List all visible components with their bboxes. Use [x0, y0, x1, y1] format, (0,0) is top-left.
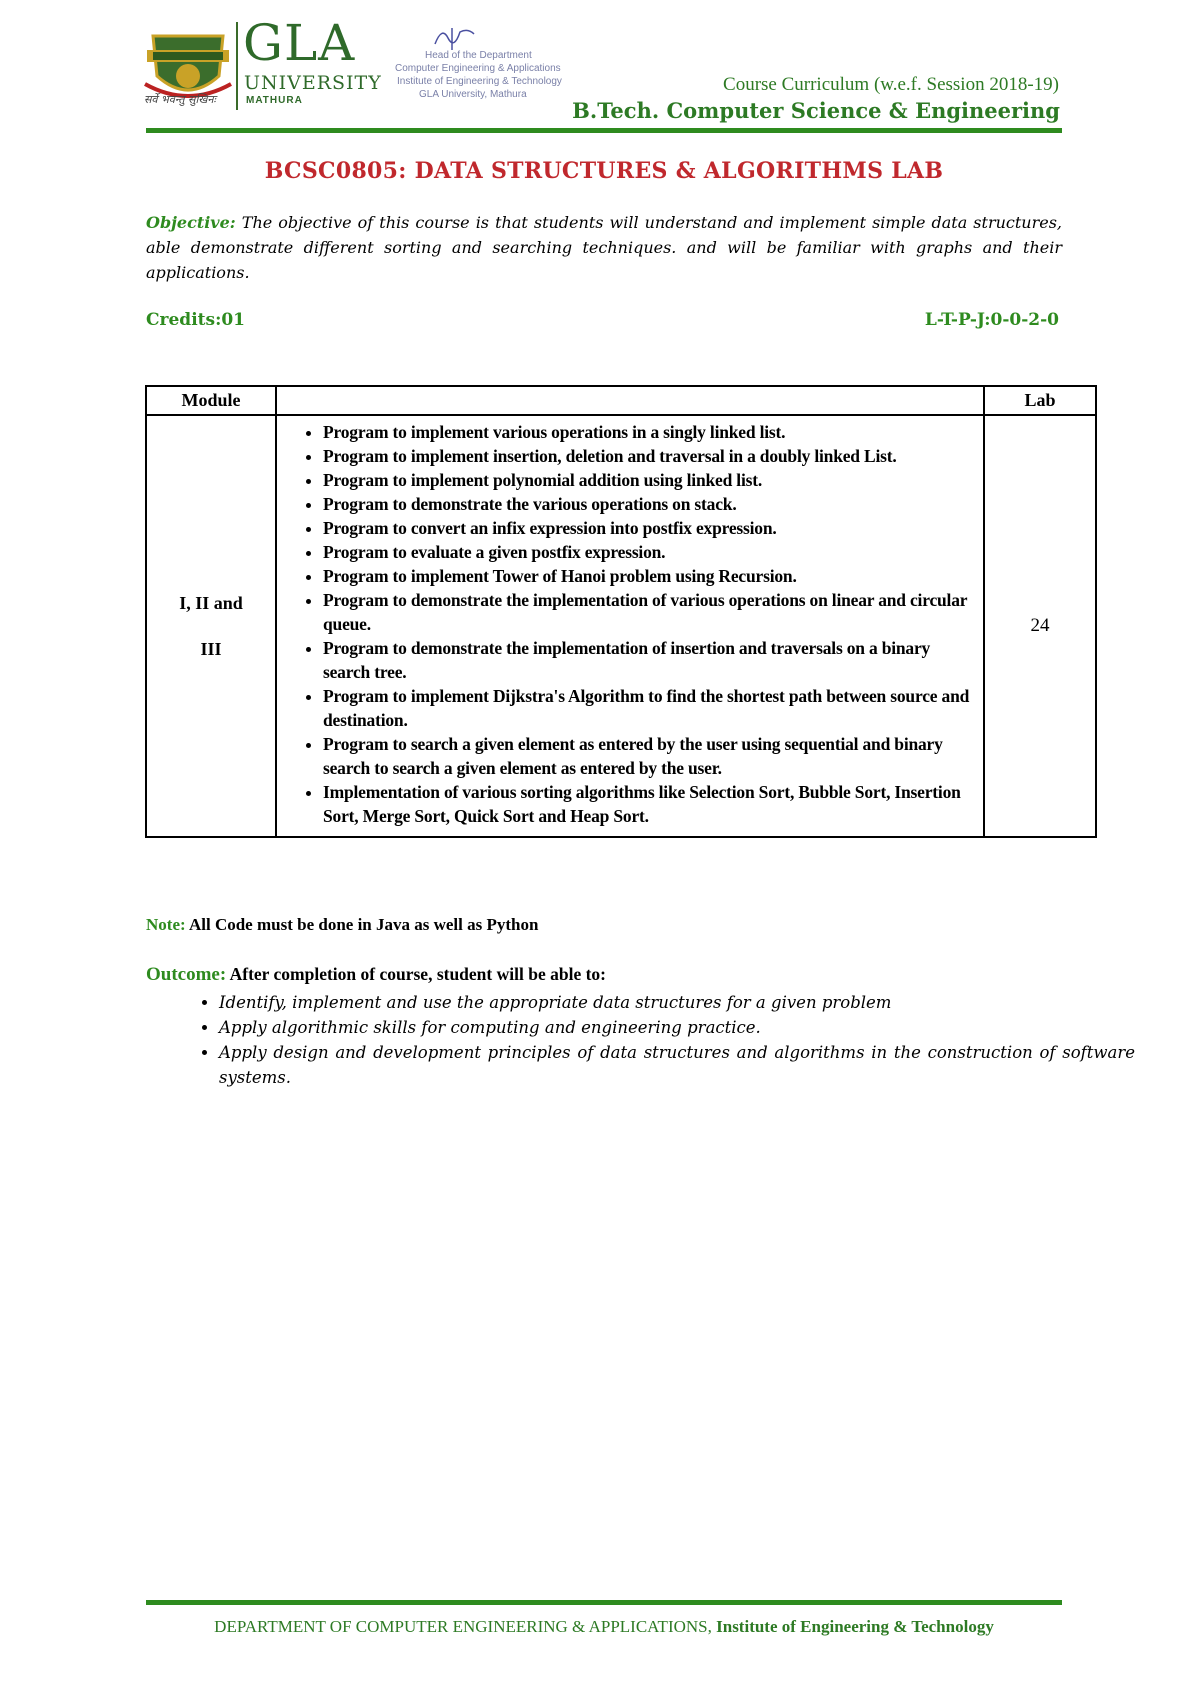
topic-item: • Program to demonstrate the implementation of various operations on linear and circular queue.	[323, 588, 979, 636]
footer-department: DEPARTMENT OF COMPUTER ENGINEERING & APPLICATIONS,	[214, 1617, 712, 1636]
footer	[146, 1617, 1062, 1637]
university-subtitle: UNIVERSITY	[244, 72, 382, 94]
hod-stamp-signature	[395, 24, 575, 104]
topic-item: • Program to demonstrate the various operations on stack.	[323, 492, 979, 516]
note	[146, 915, 538, 935]
stamp-line: Institute of Engineering & Technology	[397, 76, 562, 87]
curriculum-session: Course Curriculum (w.e.f. Session 2018-19)	[723, 74, 1059, 95]
outcome-item: • Apply design and development principles of data structures and algorithms in the construction of software systems.	[219, 1040, 1135, 1090]
note-text: All Code must be done in Java as well as Python	[188, 915, 539, 934]
course-title: BCSC0805: DATA STRUCTURES & ALGORITHMS LAB	[264, 158, 944, 184]
objective-paragraph	[146, 210, 1062, 285]
topics-cell	[276, 415, 984, 837]
objective-text: The objective of this course is that students will understand and implement simple data structures, able demonstrate different sorting and searching techniques. and will be familiar with graphs and their applications.	[146, 213, 1063, 282]
topic-item: • Program to demonstrate the implementation of insertion and traversals on a binary search tree.	[323, 636, 979, 684]
hindi-tagline: सर्वे भवन्तु सुखिनः	[144, 93, 216, 106]
university-name: GLA	[243, 14, 356, 72]
topic-list	[293, 420, 979, 828]
topic-item: • Program to search a given element as entered by the user using sequential and binary search to search a given element as entered by the user.	[323, 732, 979, 780]
module-line: III	[200, 639, 222, 659]
signature-icon	[430, 24, 480, 52]
topic-item: • Program to implement polynomial addition using linked list.	[323, 468, 979, 492]
footer-divider	[146, 1600, 1062, 1605]
stamp-line: Computer Engineering & Applications	[395, 63, 561, 74]
topic-item: • Program to implement Dijkstra's Algorithm to find the shortest path between source and destination.	[323, 684, 979, 732]
lab-hours-cell: 24	[984, 415, 1096, 837]
stamp-line: GLA University, Mathura	[419, 89, 527, 100]
note-label: Note:	[146, 915, 186, 934]
topic-item: • Program to implement various operations in a singly linked list.	[323, 420, 979, 444]
topic-item: • Implementation of various sorting algorithms like Selection Sort, Bubble Sort, Insertion Sort, Merge Sort, Quick Sort and Heap Sort.	[323, 780, 979, 828]
outcome-intro: After completion of course, student will be able to:	[229, 964, 606, 984]
ltpj-hours: L-T-P-J:0-0-2-0	[924, 310, 1059, 330]
table-header-row	[146, 386, 1096, 415]
outcome-item: • Apply algorithmic skills for computing and engineering practice.	[219, 1015, 1135, 1040]
syllabus-table	[145, 385, 1097, 838]
credits: Credits:01	[146, 310, 246, 330]
outcome-label: Outcome:	[146, 964, 227, 985]
footer-institute: Institute of Engineering & Technology	[716, 1617, 994, 1636]
university-city: MATHURA	[246, 95, 303, 106]
outcome-item: • Identify, implement and use the appropriate data structures for a given problem	[219, 990, 1135, 1015]
table-row	[146, 415, 1096, 837]
topic-item: • Program to implement Tower of Hanoi problem using Recursion.	[323, 564, 979, 588]
header-topics	[276, 386, 984, 415]
stamp-line: Head of the Department	[425, 50, 532, 61]
module-cell	[146, 415, 276, 837]
topic-item: • Program to evaluate a given postfix expression.	[323, 540, 979, 564]
header-divider	[146, 128, 1062, 133]
outcome-heading	[146, 964, 606, 986]
topic-item: • Program to implement insertion, deletion and traversal in a doubly linked List.	[323, 444, 979, 468]
header-module: Module	[146, 386, 276, 415]
programme-name: B.Tech. Computer Science & Engineering	[572, 98, 1060, 123]
header-lab: Lab	[984, 386, 1096, 415]
objective-label: Objective:	[146, 213, 236, 232]
logo-divider	[236, 22, 238, 110]
module-line: I, II and	[179, 593, 243, 613]
topic-item: • Program to convert an infix expression into postfix expression.	[323, 516, 979, 540]
outcome-list	[146, 990, 1135, 1090]
